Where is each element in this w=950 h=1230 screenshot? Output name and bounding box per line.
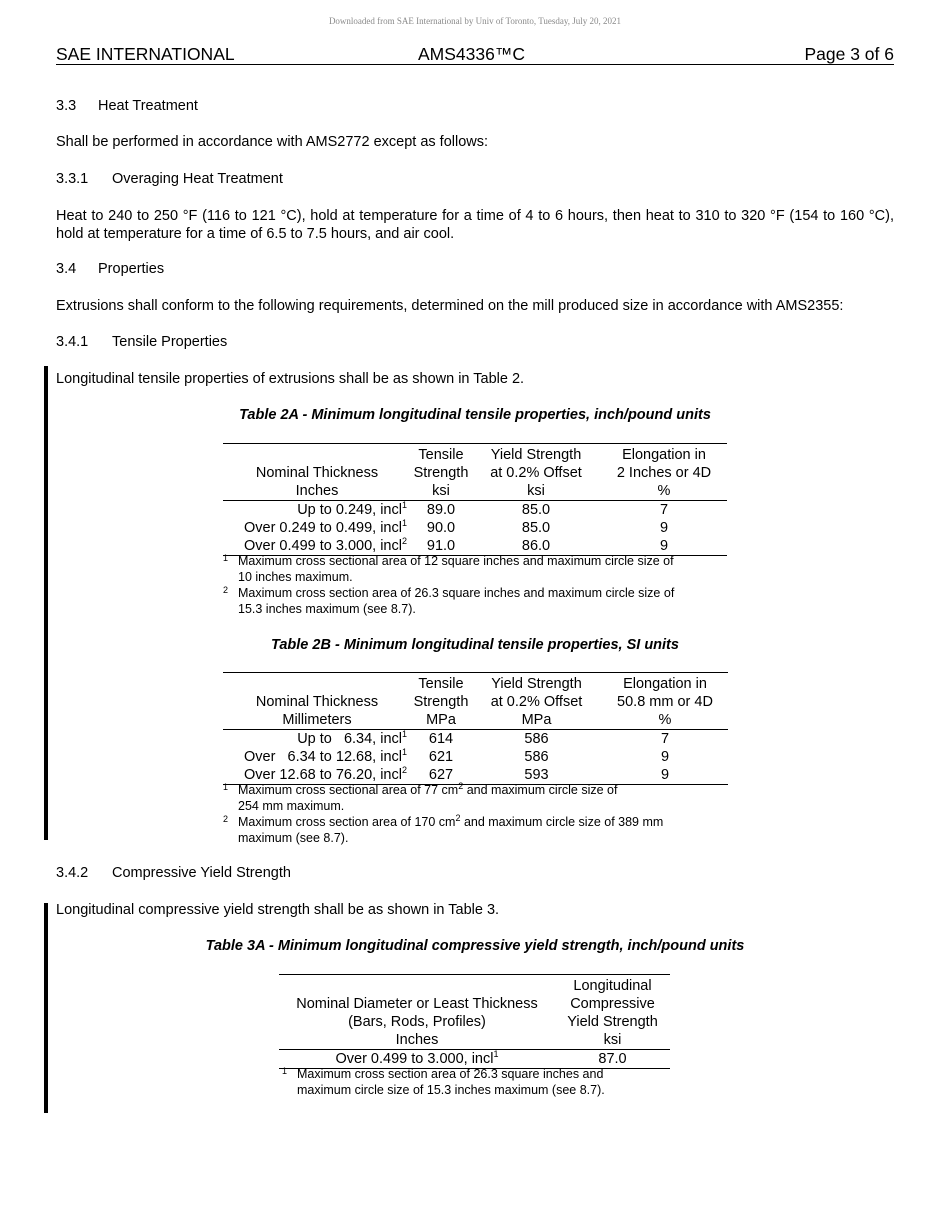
thickness-range: Over 0.249 to 0.499, incl$^1$ [243, 518, 407, 536]
table-3a-footnote-1: 1 Maximum cross section area of 26.3 square inches and maximum circle size of 15.3 inches maximum (see 8.7). [282, 1066, 605, 1097]
table-2b-footnote-2: 2 Maximum cross section area of 170 $cm^2$ and maximum circle size of 389 mm maximum (see 8.7). [223, 812, 664, 845]
thickness-range: Up to 6.34, incl$^1$ [297, 729, 407, 747]
elongation-value: 7 [659, 502, 669, 518]
page-header [56, 43, 894, 65]
section-number: 3.3.1 [56, 171, 89, 187]
col-nominal-thickness: Nominal Thickness Inches [223, 444, 411, 501]
elongation-value: 9 [602, 766, 728, 785]
yield-value: 85.0 [521, 520, 551, 536]
thickness-range: Over 12.68 to 76.20, incl$^2$ [223, 766, 411, 785]
section-3-3-1-text: Heat to 240 to 250 °F (116 to 121 °C), hold at temperature for a time of 4 to 6 hours, then heat to 310 to 320 °F (154 to 160 °C), hold at temperature for a time of 6.5 to 7.5 hours, and air cool. [56, 208, 894, 242]
tensile-value: 90.0 [426, 520, 456, 536]
thickness-range: Up to 0.249, incl$^1$ [297, 500, 407, 518]
col-tensile-strength: Tensile Strength MPa [411, 673, 471, 730]
section-number: 3.4.1 [56, 334, 89, 350]
table-2b [223, 672, 728, 785]
header-doc-number: AMS4336™C [418, 44, 525, 64]
col-yield-strength: Yield Strength at 0.2% Offset ksi [471, 444, 601, 501]
elongation-value: 9 [660, 749, 670, 765]
change-bar [44, 366, 48, 840]
elongation-value: 7 [660, 731, 670, 747]
tensile-value: 91.0 [411, 537, 471, 556]
section-title: Overaging Heat Treatment [112, 171, 283, 187]
section-3-4-2-heading [56, 865, 291, 881]
section-title: Heat Treatment [98, 98, 198, 114]
section-title: Tensile Properties [112, 334, 228, 350]
table-header [223, 673, 728, 730]
header-page-number: Page 3 of 6 [804, 44, 894, 64]
tensile-value: 621 [428, 749, 454, 765]
thickness-range: Over 0.499 to 3.000, incl$^1$ [279, 1050, 555, 1069]
section-3-4-2-text: Longitudinal compressive yield strength shall be as shown in Table 3. [56, 902, 500, 918]
section-3-4-text: Extrusions shall conform to the following requirements, determined on the mill produced size in accordance with AMS2355: [56, 298, 844, 314]
table-2a [223, 443, 727, 556]
table-2a-footnote-2: 2 Maximum cross section area of 26.3 square inches and maximum circle size of 15.3 inches maximum (see 8.7). [223, 585, 675, 616]
col-compressive-yield: Longitudinal Compressive Yield Strength ksi [555, 975, 670, 1050]
tensile-value: 89.0 [426, 502, 456, 518]
yield-value: 86.0 [471, 537, 601, 556]
section-number: 3.3 [56, 98, 77, 114]
table-header [279, 975, 670, 1050]
section-title: Compressive Yield Strength [112, 865, 291, 881]
elongation-value: 9 [601, 537, 727, 556]
section-3-3-text: Shall be performed in accordance with AMS2772 except as follows: [56, 134, 489, 150]
table-2a-footnote-1: 1 Maximum cross sectional area of 12 square inches and maximum circle size of 10 inches maximum. [223, 553, 674, 584]
section-title: Properties [98, 261, 165, 277]
section-3-3-1-heading [56, 171, 283, 187]
thickness-range: Over 0.499 to 3.000, incl$^2$ [223, 537, 411, 556]
col-nominal-diameter: Nominal Diameter or Least Thickness (Bars, Rods, Profiles) Inches [279, 975, 555, 1050]
section-3-4-heading [56, 261, 164, 277]
table-2b-footnote-1: 1 Maximum cross sectional area of 77 $cm^2$ and maximum circle size of 254 mm maximum. [223, 780, 618, 813]
yield-value: 586 [524, 731, 549, 747]
table-row [223, 519, 727, 537]
download-notice: Downloaded from SAE International by Univ of Toronto, Tuesday, July 20, 2021 [328, 16, 622, 26]
col-elongation: Elongation in 2 Inches or 4D % [601, 444, 727, 501]
col-tensile-strength: Tensile Strength ksi [411, 444, 471, 501]
section-3-4-1-text: Longitudinal tensile properties of extrusions shall be as shown in Table 2. [56, 371, 525, 387]
table-row [223, 748, 728, 766]
table-3a-caption: Table 3A - Minimum longitudinal compressive yield strength, inch/pound units [205, 938, 745, 954]
yield-value: 593 [471, 766, 602, 785]
section-number: 3.4 [56, 261, 77, 277]
header-org: SAE INTERNATIONAL [56, 44, 235, 64]
tensile-value: 627 [411, 766, 471, 785]
table-row [223, 730, 728, 749]
section-3-4-1-heading [56, 334, 227, 350]
compressive-yield-value: 87.0 [555, 1050, 670, 1069]
elongation-value: 9 [659, 520, 669, 536]
table-header [223, 444, 727, 501]
section-3-3-heading [56, 98, 198, 114]
tensile-value: 614 [428, 731, 454, 747]
col-nominal-thickness: Nominal Thickness Millimeters [223, 673, 411, 730]
table-2a-caption: Table 2A - Minimum longitudinal tensile properties, inch/pound units [239, 407, 711, 423]
table-3a [279, 974, 670, 1069]
col-yield-strength: Yield Strength at 0.2% Offset MPa [471, 673, 602, 730]
section-number: 3.4.2 [56, 865, 89, 881]
thickness-range: Over 6.34 to 12.68, incl$^1$ [244, 747, 407, 765]
yield-value: 586 [524, 749, 549, 765]
table-row [223, 501, 727, 520]
table-2b-caption: Table 2B - Minimum longitudinal tensile properties, SI units [271, 637, 679, 653]
yield-value: 85.0 [521, 502, 551, 518]
col-elongation: Elongation in 50.8 mm or 4D % [602, 673, 728, 730]
change-bar [44, 903, 48, 1113]
